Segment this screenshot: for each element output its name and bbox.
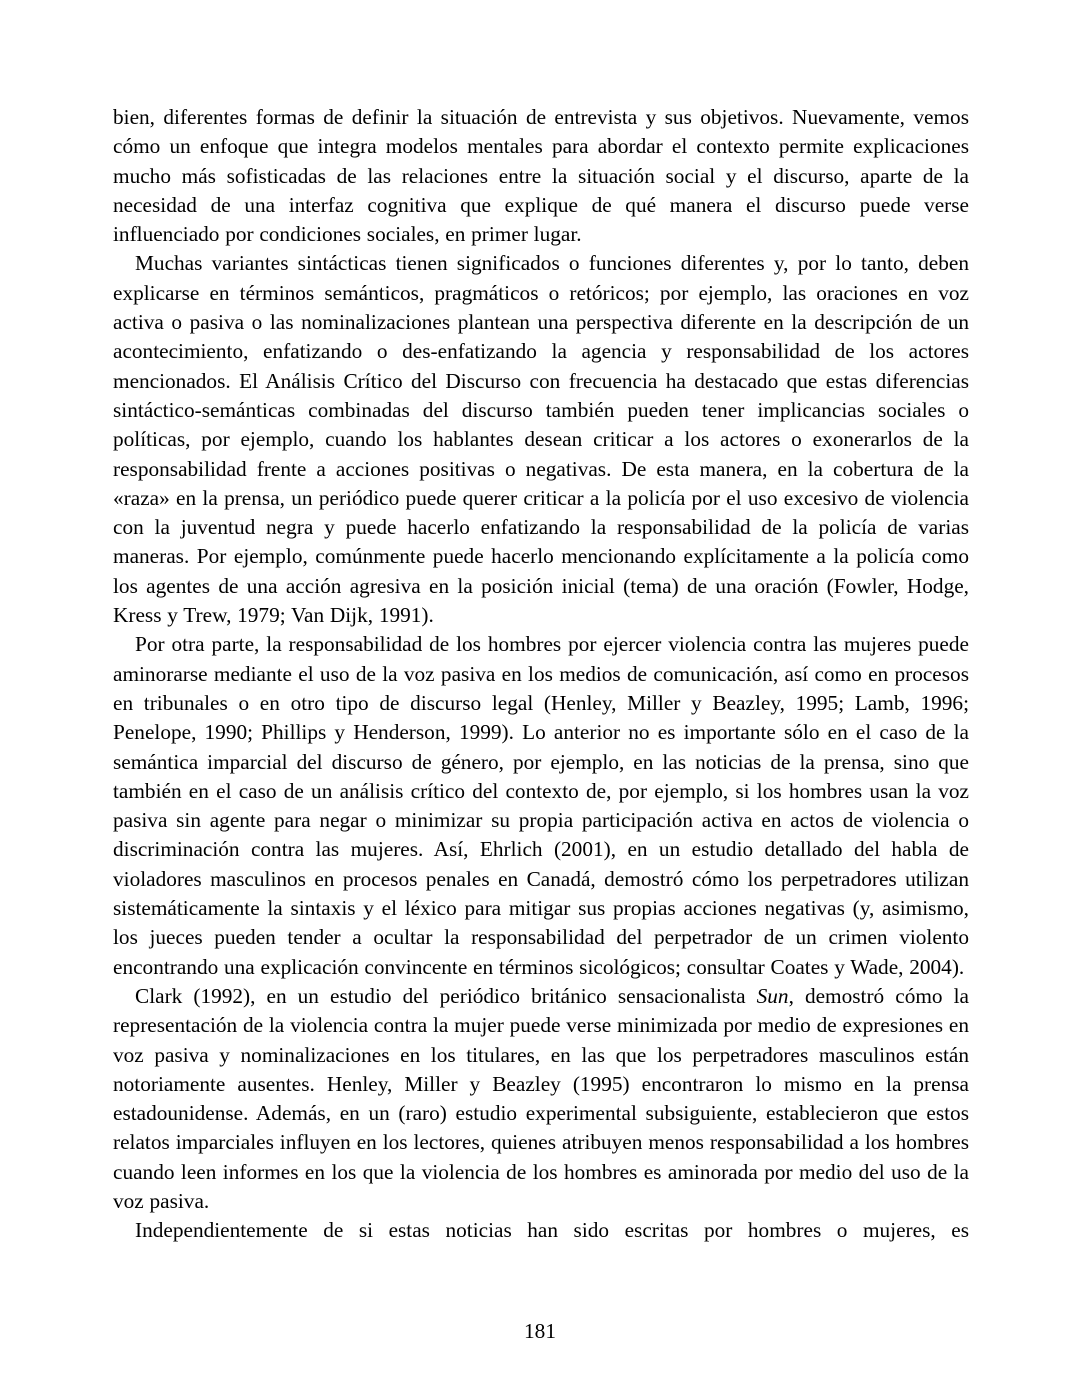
paragraph-3: Por otra parte, la responsabilidad de los hombres por ejercer violencia contra las mujeres puede aminorarse mediante el uso de la voz pasiva en los medios de comunicación, así como en procesos en tribunales o en otro tipo de discurso legal (Henley, Miller y Beazley, 1995; Lamb, 1996; Penelope, 1990; Phillips y Henderson, 1999). Lo anterior no es importante sólo en el caso de la semántica imparcial del discurso de género, por ejemplo, en las noticias de la prensa, sino que también en el caso de un análisis crítico del contexto de, por ejemplo, si los hombres usan la voz pasiva sin agente para negar o minimizar su propia participación activa en actos de violencia o discriminación contra las mujeres. Así, Ehrlich (2001), en un estudio detallado del habla de violadores masculinos en procesos penales en Canadá, demostró cómo los perpetradores utilizan sistemáticamente la sintaxis y el léxico para mitigar sus propias acciones negativas (y, asimismo, los jueces pueden tender a ocultar la responsabilidad del perpetrador de un crimen violento encontrando una explicación convincente en términos sicológicos; consultar Coates y Wade, 2004). — [113, 632, 969, 979]
page-number: 181 — [524, 1319, 556, 1343]
body-text-column — [113, 103, 969, 1246]
paragraph-2: Muchas variantes sintácticas tienen significados o funciones diferentes y, por lo tanto, deben explicarse en términos semánticos, pragmáticos o retóricos; por ejemplo, las oraciones en voz activa o pasiva o las nominalizaciones plantean una perspectiva diferente en la descripción de un acontecimiento, enfatizando o des-enfatizando la agencia y responsabilidad de los actores mencionados. El Análisis Crítico del Discurso con frecuencia ha destacado que estas diferencias sintáctico-semánticas combinadas del discurso también pueden tener implicancias sociales o políticas, por ejemplo, cuando los hablantes desean criticar a los actores o exonerarlos de la responsabilidad frente a acciones positivas o negativas. De esta manera, en la cobertura de la «raza» en la prensa, un periódico puede querer criticar a la policía por el uso excesivo de violencia con la juventud negra y puede hacerlo enfatizando la responsabilidad de la policía de varias maneras. Por ejemplo, comúnmente puede hacerlo mencionando explícitamente a la policía como los agentes de una acción agresiva en la posición inicial (tema) de una oración (Fowler, Hodge, Kress y Trew, 1979; Van Dijk, 1991). — [113, 251, 969, 628]
paragraph-1: bien, diferentes formas de definir la situación de entrevista y sus objetivos. Nuevamente, vemos cómo un enfoque que integra modelos mentales para abordar el contexto permite explicaciones mucho más sofisticadas de las relaciones entre la situación social y el discurso, aparte de la necesidad de una interfaz cognitiva que explique de qué manera el discurso puede verse influenciado por condiciones sociales, en primer lugar. — [113, 105, 969, 247]
paragraph-4-segment-text-2: , demostró cómo la representación de la violencia contra la mujer puede verse minimizada por medio de expresiones en voz pasiva y nominalizaciones en los titulares, en las que los perpetradores masculinos están notoriamente ausentes. Henley, Miller y Beazley (1995) encontraron lo mismo en la prensa estadounidense. Además, en un (raro) estudio experimental subsiguiente, establecieron que estos relatos imparciales influyen en los lectores, quienes atribuyen menos responsabilidad a los hombres cuando leen informes en los que la violencia de los hombres es aminorada por medio del uso de la voz pasiva. — [113, 983, 969, 1213]
paragraph-5: Independientemente de si estas noticias han sido escritas por hombres o mujeres, es — [135, 1218, 969, 1243]
paragraph-4-publication-title-sun: Sun — [756, 983, 789, 1008]
paragraph-4 — [113, 982, 969, 1216]
paragraph-4-segment-text-1: Clark (1992), en un estudio del periódico británico sensacionalista — [135, 983, 757, 1008]
